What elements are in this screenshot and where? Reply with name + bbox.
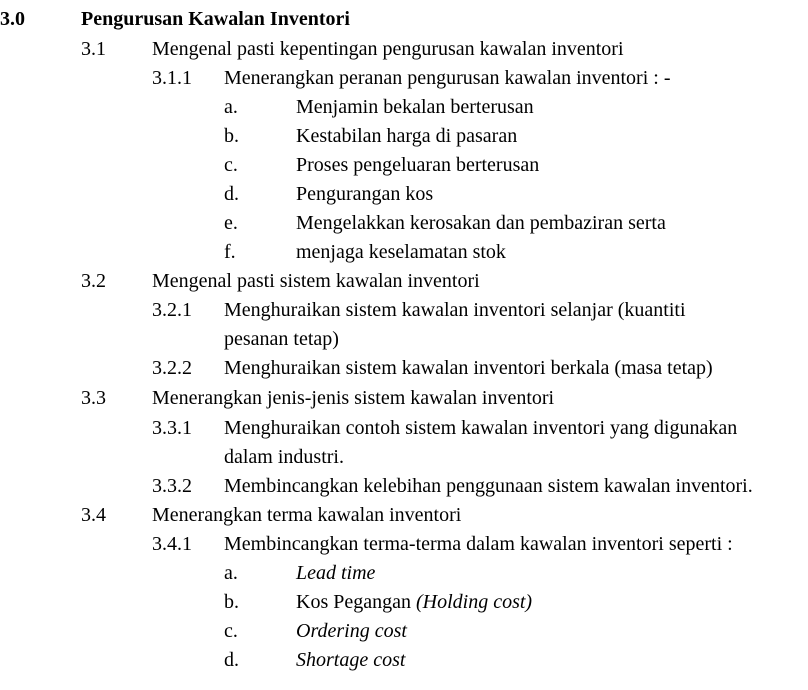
item-text: Menghuraikan sistem kawalan inventori berkala (masa tetap)	[224, 357, 713, 379]
item-number: 3.1.1	[152, 67, 192, 89]
list-text: menjaga keselamatan stok	[296, 241, 506, 263]
item-number: 3.3.2	[152, 475, 192, 497]
list-letter: e.	[224, 212, 238, 234]
list-letter: f.	[224, 241, 236, 263]
list-letter: d.	[224, 649, 239, 671]
section-title: Pengurusan Kawalan Inventori	[81, 8, 350, 30]
list-letter: b.	[224, 125, 239, 147]
subsection-text: Mengenal pasti sistem kawalan inventori	[152, 270, 480, 292]
item-text-line2: pesanan tetap)	[224, 328, 339, 350]
item-number: 3.2.1	[152, 299, 192, 321]
subsection-text: Menerangkan terma kawalan inventori	[152, 504, 462, 526]
list-text: Ordering cost	[296, 620, 407, 642]
list-letter: c.	[224, 620, 238, 642]
list-letter: d.	[224, 183, 239, 205]
subsection-number: 3.2	[81, 270, 106, 292]
item-number: 3.4.1	[152, 533, 192, 555]
subsection-number: 3.1	[81, 38, 106, 60]
list-text: Kestabilan harga di pasaran	[296, 125, 518, 147]
list-letter: c.	[224, 154, 238, 176]
subsection-number: 3.3	[81, 387, 106, 409]
item-text: Membincangkan terma-terma dalam kawalan inventori seperti :	[224, 533, 733, 555]
subsection-text: Menerangkan jenis-jenis sistem kawalan inventori	[152, 387, 555, 409]
list-letter: a.	[224, 562, 238, 584]
section-number: 3.0	[0, 8, 25, 30]
list-text: Shortage cost	[296, 649, 406, 671]
list-text: Lead time	[296, 562, 376, 584]
subsection-text: Mengenal pasti kepentingan pengurusan kawalan inventori	[152, 38, 624, 60]
item-text: Menerangkan peranan pengurusan kawalan inventori : -	[224, 67, 671, 89]
list-text: Pengurangan kos	[296, 183, 434, 205]
item-number: 3.3.1	[152, 417, 192, 439]
item-number: 3.2.2	[152, 357, 192, 379]
list-text-italic: (Holding cost)	[415, 591, 533, 613]
item-text-line1: Menghuraikan contoh sistem kawalan inventori yang digunakan	[224, 417, 738, 439]
list-text-plain: Kos Pegangan	[296, 591, 416, 613]
list-text: Menjamin bekalan berterusan	[296, 96, 534, 118]
item-text: Membincangkan kelebihan penggunaan sistem kawalan inventori.	[224, 475, 753, 497]
list-letter: a.	[224, 96, 238, 118]
subsection-number: 3.4	[81, 504, 106, 526]
item-text-line2: dalam industri.	[224, 446, 344, 468]
list-text: Mengelakkan kerosakan dan pembaziran serta	[296, 212, 666, 234]
list-text: Proses pengeluaran berterusan	[296, 154, 540, 176]
item-text-line1: Menghuraikan sistem kawalan inventori selanjar (kuantiti	[224, 299, 686, 321]
list-letter: b.	[224, 591, 239, 613]
list-text	[296, 588, 532, 617]
